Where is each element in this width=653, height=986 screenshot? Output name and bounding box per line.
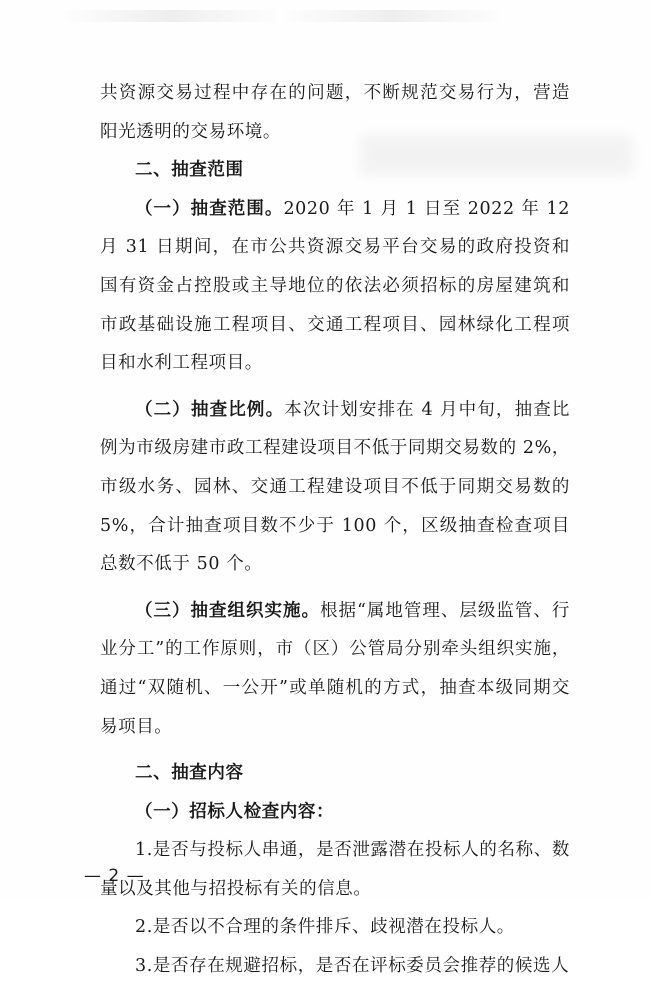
subsection-heading-bidder: （一）招标人检查内容： — [135, 801, 335, 822]
content-item-1: 1.是否与投标人串通，是否泄露潜在投标人的名称、数量以及其他与招投标有关的信息。 — [100, 840, 570, 899]
section-heading-scope: 二、抽查范围 — [135, 160, 244, 181]
content-item-2: 2.是否以不合理的条件排斥、歧视潜在投标人。 — [135, 917, 515, 938]
scope-item1-label: （一）抽查范围。 — [135, 198, 284, 219]
document-body — [100, 74, 570, 986]
page-number: — 2 — — [84, 866, 145, 886]
scope-item2-text: 本次计划安排在 4 月中旬，抽查比例为市级房建市政工程建设项目不低于同期交易数的 2%，市级水务、园林、交通工程建设项目不低于同期交易数的 5%，合计抽查项目数不少于 100 个，区级抽查检查项目总数不低于 50 个。 — [100, 399, 570, 575]
scope-item3-label: （三）抽查组织实施。 — [135, 600, 320, 621]
scope-item1-text: 2020 年 1 月 1 日至 2022 年 12 月 31 日期间，在市公共资源交易平台交易的政府投资和国有资金占控股或主导地位的依法必须招标的房屋建筑和市政基础设施工程项目、交通工程项目、园林绿化工程项目和水利工程项目。 — [100, 198, 570, 374]
scan-bleed-through — [60, 10, 613, 22]
scope-item3-text: 根据“属地管理、层级监管、行业分工”的工作原则，市（区）公管局分别牵头组织实施，通过“双随机、一公开”或单随机的方式，抽查本级同期交易项目。 — [100, 600, 570, 737]
scope-item2-label: （二）抽查比例。 — [135, 399, 285, 420]
paragraph-intro: 共资源交易过程中存在的问题，不断规范交易行为，营造阳光透明的交易环境。 — [100, 83, 570, 142]
section-heading-content: 二、抽查内容 — [135, 763, 244, 784]
content-item-3: 3.是否存在规避招标，是否在评标委员会推荐的候选人 — [135, 956, 570, 977]
paragraph-scope-2 — [100, 391, 570, 584]
paragraph-scope-1 — [100, 190, 570, 383]
paragraph-scope-3 — [100, 592, 570, 746]
